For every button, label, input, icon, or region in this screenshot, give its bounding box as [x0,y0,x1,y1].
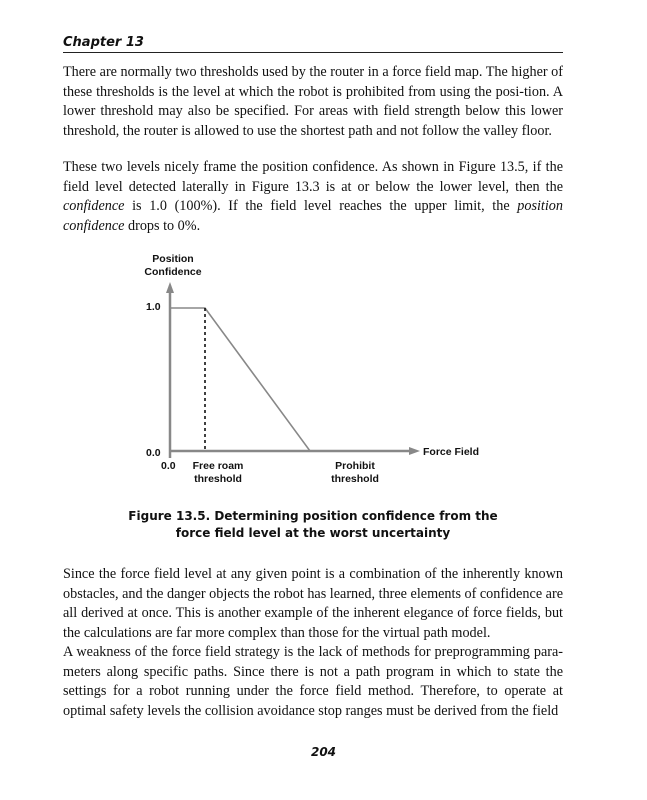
prohibit-line2: threshold [331,473,379,485]
figure-caption [63,508,563,542]
confidence-chart [130,248,500,498]
x-axis-arrow [409,447,420,455]
paragraph-confidence-em-position-confidence: position confidence [63,198,563,234]
free-roam-threshold-label [188,460,248,486]
free-roam-line1: Free roam [192,460,244,472]
paragraph-confidence-part-b: is 1.0 (100%). If the field level reaches the upper limit, the [124,198,518,214]
confidence-series-line [170,308,366,451]
figure-caption-line1: Figure 13.5. Determining position confidence from the [128,509,498,523]
prohibit-threshold-label [325,460,385,486]
page-number: 204 [310,745,337,759]
paragraph-confidence-part-a: These two levels nicely frame the position confidence. As shown in Figure 13.5, if the field level detected laterally in Figure 13.3 is at or below the lower level, then the [63,159,563,195]
figure-13-5 [130,248,500,498]
y-tick-label-0: 0.0 [146,447,161,459]
prohibit-line1: Prohibit [335,460,375,472]
figure-caption-line2: force field level at the worst uncertainty [175,526,451,540]
x-axis-title: Force Field [423,446,480,458]
running-header [63,31,563,53]
free-roam-line2: threshold [194,473,242,485]
chapter-heading: Chapter 13 [63,35,144,50]
paragraph-confidence-em-confidence: confidence [63,198,125,214]
paragraph-confidence [63,158,563,236]
x-origin-label: 0.0 [161,460,176,472]
paragraph-force-field-level: Since the force field level at any given point is a combination of the inherently known obstacles, and the danger objects the robot has learned, three elements of confidence are all derived at once. This is another example of the inherent elegance of force fields, but the calculations are far more complex than those for the virtual path model. [63,566,563,641]
y-axis-title [140,253,206,279]
y-tick-label-1: 1.0 [146,301,161,313]
y-axis-title-line2: Confidence [144,266,202,278]
paragraph-thresholds: There are normally two thresholds used by the router in a force field map. The higher of these thresholds is the level at which the robot is prohibited from using the posi-tion. A lower threshold may also be specified. For areas with field strength below this lower threshold, the router is allowed to use the shortest path and not follow the valley floor. [63,64,563,139]
paragraph-weakness: A weakness of the force field strategy is the lack of methods for preprogramming para-meters along specific paths. Since there is not a path program in which to state the settings for a robot running under the force field method. Therefore, to operate at optimal safety levels the collision avoidance stop ranges must be derived from the field [63,644,563,719]
paragraph-confidence-part-c: drops to 0%. [124,217,201,234]
y-axis-arrow [166,282,174,293]
y-axis-title-line1: Position [152,253,194,265]
